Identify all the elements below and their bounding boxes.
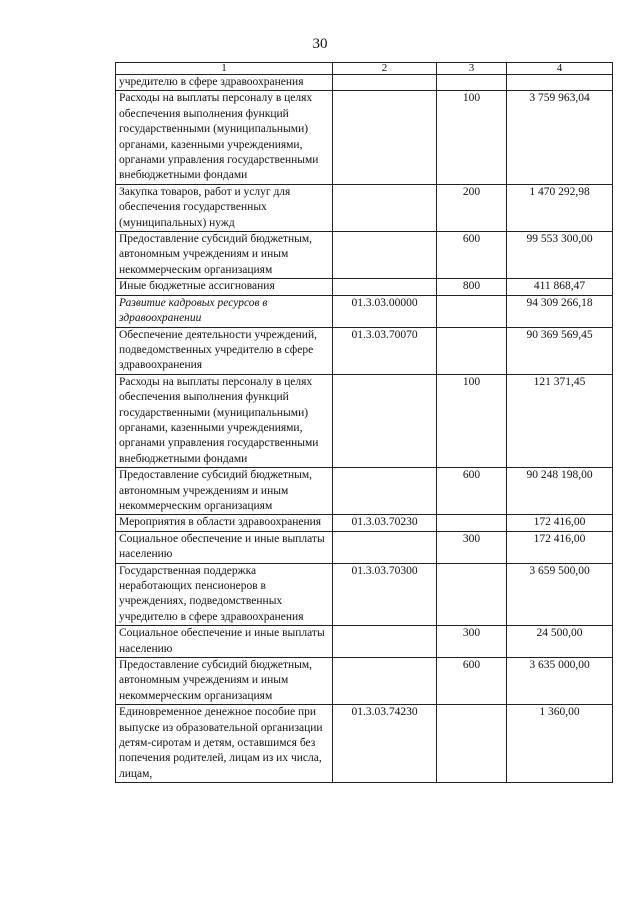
row-code-cell [333, 374, 437, 467]
column-header: 1 [116, 63, 333, 75]
row-code-cell [333, 184, 437, 231]
row-code-cell: 01.3.03.74230 [333, 705, 437, 783]
row-expense-type-cell: 600 [437, 658, 507, 705]
row-expense-type-cell: 600 [437, 468, 507, 515]
row-code-cell [333, 75, 437, 91]
row-name-cell: Единовременное денежное пособие при выпуске из образовательной организации детям-сиротам и детям, оставшимся без попечения родителей, лицам из их числа, лицам, [116, 705, 333, 783]
column-header: 2 [333, 63, 437, 75]
row-name-cell: Мероприятия в области здравоохранения [116, 515, 333, 531]
row-code-cell [333, 626, 437, 658]
row-expense-type-cell: 200 [437, 184, 507, 231]
table-row [116, 75, 613, 91]
row-code-cell: 01.3.03.70230 [333, 515, 437, 531]
table-row [116, 468, 613, 515]
row-code-cell: 01.3.03.00000 [333, 295, 437, 327]
row-name-cell: учредителю в сфере здравоохранения [116, 75, 333, 91]
row-amount-cell: 1 360,00 [507, 705, 613, 783]
row-code-cell: 01.3.03.70070 [333, 327, 437, 374]
row-name-cell: Расходы на выплаты персоналу в целях обеспечения выполнения функций государственными (муниципальными) органами, казенными учреждениями, органами управления государственными внебюджетными фондами [116, 91, 333, 184]
page-number: 30 [312, 36, 328, 52]
table-row [116, 563, 613, 626]
row-expense-type-cell [437, 563, 507, 626]
row-name-cell: Обеспечение деятельности учреждений, подведомственных учредителю в сфере здравоохранения [116, 327, 333, 374]
row-amount-cell: 411 868,47 [507, 279, 613, 295]
column-header: 3 [437, 63, 507, 75]
row-code-cell [333, 531, 437, 563]
row-name-cell: Государственная поддержка неработающих пенсионеров в учреждениях, подведомственных учредителю в сфере здравоохранения [116, 563, 333, 626]
row-amount-cell: 24 500,00 [507, 626, 613, 658]
row-code-cell [333, 658, 437, 705]
row-expense-type-cell: 100 [437, 91, 507, 184]
row-expense-type-cell: 100 [437, 374, 507, 467]
row-code-cell [333, 468, 437, 515]
row-expense-type-cell: 600 [437, 232, 507, 279]
row-amount-cell: 3 635 000,00 [507, 658, 613, 705]
table-row [116, 232, 613, 279]
row-expense-type-cell [437, 515, 507, 531]
table-row [116, 184, 613, 231]
budget-table [115, 62, 613, 783]
table-row [116, 279, 613, 295]
row-amount-cell: 99 553 300,00 [507, 232, 613, 279]
row-expense-type-cell: 300 [437, 626, 507, 658]
row-expense-type-cell [437, 705, 507, 783]
row-expense-type-cell [437, 327, 507, 374]
row-amount-cell: 90 248 198,00 [507, 468, 613, 515]
row-amount-cell: 172 416,00 [507, 515, 613, 531]
row-amount-cell: 94 309 266,18 [507, 295, 613, 327]
table-header-row [116, 63, 613, 75]
row-amount-cell: 3 659 500,00 [507, 563, 613, 626]
table-row [116, 91, 613, 184]
row-amount-cell [507, 75, 613, 91]
table-row [116, 705, 613, 783]
row-code-cell: 01.3.03.70300 [333, 563, 437, 626]
column-header: 4 [507, 63, 613, 75]
row-name-cell: Предоставление субсидий бюджетным, автономным учреждениям и иным некоммерческим организациям [116, 658, 333, 705]
table-row [116, 327, 613, 374]
table-row [116, 531, 613, 563]
row-name-cell: Социальное обеспечение и иные выплаты населению [116, 626, 333, 658]
row-name-cell: Иные бюджетные ассигнования [116, 279, 333, 295]
row-amount-cell: 90 369 569,45 [507, 327, 613, 374]
row-expense-type-cell: 300 [437, 531, 507, 563]
row-expense-type-cell: 800 [437, 279, 507, 295]
row-code-cell [333, 91, 437, 184]
table-body [116, 75, 613, 783]
row-code-cell [333, 232, 437, 279]
table-row [116, 658, 613, 705]
row-amount-cell: 1 470 292,98 [507, 184, 613, 231]
row-name-cell: Развитие кадровых ресурсов в здравоохранении [116, 295, 333, 327]
row-amount-cell: 172 416,00 [507, 531, 613, 563]
row-name-cell: Закупка товаров, работ и услуг для обеспечения государственных (муниципальных) нужд [116, 184, 333, 231]
row-expense-type-cell [437, 75, 507, 91]
row-name-cell: Предоставление субсидий бюджетным, автономным учреждениям и иным некоммерческим организациям [116, 232, 333, 279]
row-name-cell: Расходы на выплаты персоналу в целях обеспечения выполнения функций государственными (муниципальными) органами, казенными учреждениями, органами управления государственными внебюджетными фондами [116, 374, 333, 467]
table-row [116, 515, 613, 531]
table-row [116, 295, 613, 327]
row-amount-cell: 3 759 963,04 [507, 91, 613, 184]
row-name-cell: Социальное обеспечение и иные выплаты населению [116, 531, 333, 563]
row-name-cell: Предоставление субсидий бюджетным, автономным учреждениям и иным некоммерческим организациям [116, 468, 333, 515]
row-code-cell [333, 279, 437, 295]
row-expense-type-cell [437, 295, 507, 327]
table-row [116, 626, 613, 658]
row-amount-cell: 121 371,45 [507, 374, 613, 467]
table-row [116, 374, 613, 467]
